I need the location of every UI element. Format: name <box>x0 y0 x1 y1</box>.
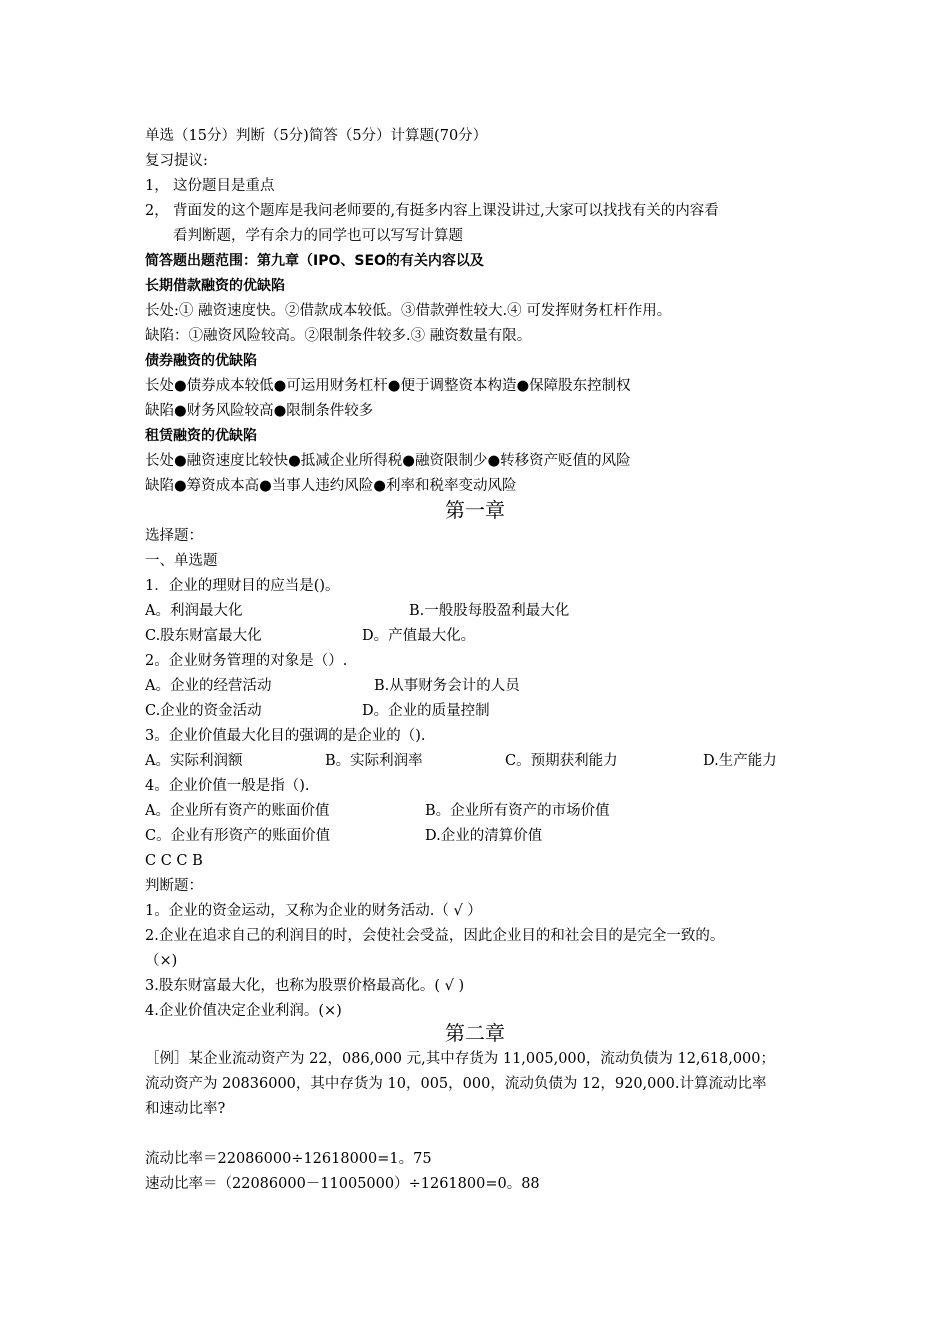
question-2-options-cd <box>145 699 745 724</box>
lease-title: 租赁融资的优缺陷 <box>145 428 257 444</box>
lease-cons: 缺陷●筹资成本高●当事人违约风险●利率和税率变动风险 <box>145 478 517 494</box>
question-2: 2。企业财务管理的对象是（）. <box>145 653 348 669</box>
single-choice-title: 一、单选题 <box>145 553 218 569</box>
q1-option-b: B.一般股每股盈利最大化 <box>409 603 570 619</box>
q3-option-c: C。预期获利能力 <box>505 753 618 769</box>
lease-pros: 长处●融资速度比较快●抵减企业所得税●融资限制少●转移资产贬值的风险 <box>145 453 631 469</box>
q1-option-d: D。产值最大化。 <box>362 628 476 644</box>
example-line1: ［例］某企业流动资产为 22，086,000 元,其中存货为 11,005,000，流动负债为 12,618,000； <box>145 1051 775 1067</box>
question-4: 4。企业价值一般是指（). <box>145 778 310 794</box>
exam-format: 单选（15分）判断（5分)简答（5分）计算题(70分） <box>145 128 488 144</box>
q3-option-a: A。实际利润额 <box>145 753 243 769</box>
choice-answers: C C C B <box>145 853 203 869</box>
judge-4: 4.企业价值决定企业利润。(×) <box>145 1003 342 1019</box>
tip-2 <box>145 199 719 224</box>
judge-1: 1。企业的资金运动，又称为企业的财务活动.（ √ ） <box>145 903 482 919</box>
q4-option-c: C。企业有形资产的账面价值 <box>145 828 331 844</box>
q3-option-b: B。实际利润率 <box>325 753 423 769</box>
question-2-options-ab <box>145 674 745 699</box>
q4-option-b: B。企业所有资产的市场价值 <box>425 803 610 819</box>
judge-3: 3.股东财富最大化，也称为股票价格最高化。( √ ) <box>145 978 465 994</box>
q2-option-b: B.从事财务会计的人员 <box>374 678 520 694</box>
question-3-options <box>145 749 845 774</box>
question-1-options-cd <box>145 624 745 649</box>
current-ratio: 流动比率＝22086000÷12618000=1。75 <box>145 1151 432 1167</box>
long-loan-pros: 长处:① 融资速度快。②借款成本较低。③借款弹性较大.④ 可发挥财务杠杆作用。 <box>145 303 672 319</box>
tip-2-text-line2: 看判断题，学有余力的同学也可以写写计算题 <box>173 228 463 244</box>
question-1-options-ab <box>145 599 745 624</box>
question-1: 1．企业的理财目的应当是()。 <box>145 578 340 594</box>
judge-2-line2: （×) <box>145 953 178 969</box>
question-4-options-ab <box>145 799 745 824</box>
chapter-1-title: 第一章 <box>445 498 505 522</box>
question-4-options-cd <box>145 824 745 849</box>
long-loan-cons: 缺陷：①融资风险较高。②限制条件较多.③ 融资数量有限。 <box>145 328 532 344</box>
q2-option-a: A。企业的经营活动 <box>145 678 272 694</box>
choice-title: 选择题： <box>145 528 203 544</box>
short-answer-scope-line2: 长期借款融资的优缺陷 <box>145 278 285 294</box>
q1-option-c: C.股东财富最大化 <box>145 628 262 644</box>
q4-option-a: A。企业所有资产的账面价值 <box>145 803 330 819</box>
tip-1-text: 这份题目是重点 <box>173 178 275 194</box>
bond-cons: 缺陷●财务风险较高●限制条件较多 <box>145 403 374 419</box>
tip-2-number: 2， <box>145 203 169 219</box>
example-line2: 流动资产为 20836000，其中存货为 10，005，000，流动负债为 12，920,000.计算流动比率 <box>145 1076 767 1092</box>
q2-option-c: C.企业的资金活动 <box>145 703 262 719</box>
example-line3: 和速动比率? <box>145 1101 226 1117</box>
bond-title: 债券融资的优缺陷 <box>145 353 257 369</box>
q2-option-d: D。企业的质量控制 <box>362 703 490 719</box>
quick-ratio: 速动比率＝（22086000－11005000）÷1261800=0。88 <box>145 1176 540 1192</box>
tip-2-text-line1: 背面发的这个题库是我问老师要的,有挺多内容上课没讲过,大家可以找找有关的内容看 <box>173 203 719 219</box>
q3-option-d: D.生产能力 <box>703 753 777 769</box>
bond-pros: 长处●债券成本较低●可运用财务杠杆●便于调整资本构造●保障股东控制权 <box>145 378 631 394</box>
judge-2-line1: 2.企业在追求自己的利润目的时，会使社会受益，因此企业目的和社会目的是完全一致的。 <box>145 928 725 944</box>
q1-option-a: A。利润最大化 <box>145 603 243 619</box>
judge-title: 判断题： <box>145 878 203 894</box>
q4-option-d: D.企业的清算价值 <box>425 828 543 844</box>
chapter-2-title: 第二章 <box>445 1021 505 1045</box>
tips-title: 复习提议: <box>145 153 208 169</box>
question-3: 3。企业价值最大化目的强调的是企业的（). <box>145 728 426 744</box>
tip-1-number: 1， <box>145 178 169 194</box>
short-answer-scope-line1: 简答题出题范围：第九章（IPO、SEO的有关内容以及 <box>145 253 484 269</box>
tip-1 <box>145 174 275 199</box>
